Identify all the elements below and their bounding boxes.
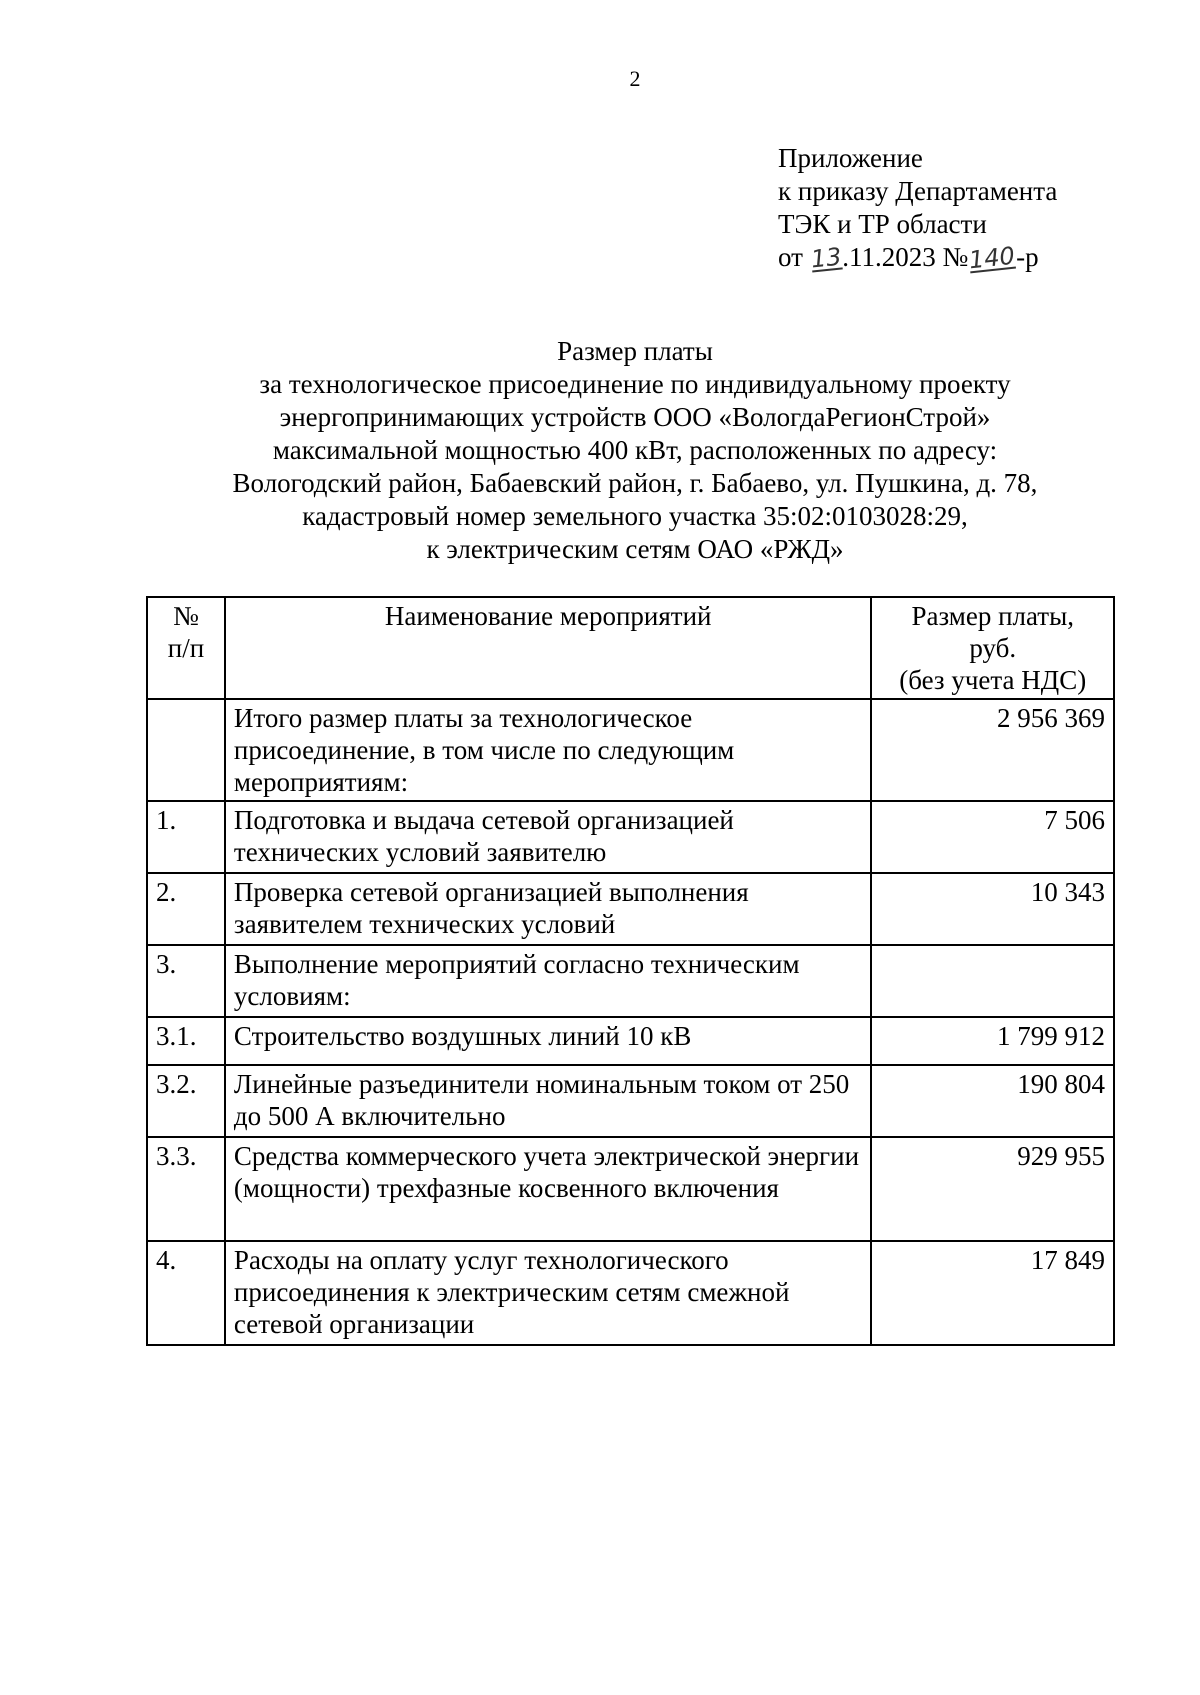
row-amount: 10 343	[871, 873, 1114, 945]
fees-table	[146, 596, 1115, 1346]
row-name: Выполнение мероприятий согласно техническим условиям:	[225, 945, 872, 1017]
appendix-line-3: ТЭК и ТР области	[778, 209, 987, 239]
appendix-line-2: к приказу Департамента	[778, 176, 1058, 206]
table-row	[147, 1017, 1114, 1065]
handwritten-day: 13	[809, 242, 843, 274]
header-amount-line-3: (без учета НДС)	[899, 665, 1087, 695]
header-num	[147, 597, 225, 699]
date-rest: .11.2023 №	[842, 242, 969, 272]
row-num	[147, 699, 225, 801]
row-amount	[871, 945, 1114, 1017]
title-line-4: максимальной мощностью 400 кВт, расположенных по адресу:	[272, 435, 998, 465]
row-num: 3.3.	[147, 1137, 225, 1241]
row-amount: 17 849	[871, 1241, 1114, 1345]
row-num: 4.	[147, 1241, 225, 1345]
document-title	[0, 335, 1200, 566]
table-row	[147, 1137, 1114, 1241]
row-name: Расходы на оплату услуг технологического присоединения к электрическим сетям смежной сетевой организации	[225, 1241, 872, 1345]
page-number: 2	[629, 66, 641, 91]
row-amount: 929 955	[871, 1137, 1114, 1241]
appendix-date-line	[778, 241, 1057, 275]
header-num-line-2: п/п	[167, 633, 205, 663]
row-name: Подготовка и выдача сетевой организацией технических условий заявителю	[225, 801, 872, 873]
row-name: Средства коммерческого учета электрической энергии (мощности) трехфазные косвенного включения	[225, 1137, 872, 1241]
row-num: 2.	[147, 873, 225, 945]
header-num-line-1: №	[173, 601, 199, 631]
handwritten-order-number: 140	[967, 241, 1017, 275]
header-amount-line-1: Размер платы,	[911, 601, 1074, 631]
table-row	[147, 801, 1114, 873]
row-amount: 7 506	[871, 801, 1114, 873]
title-line-2: за технологическое присоединение по индивидуальному проекту	[259, 369, 1011, 399]
header-amount-line-2: руб.	[969, 633, 1017, 663]
title-line-6: кадастровый номер земельного участка 35:02:0103028:29,	[302, 501, 968, 531]
table-row	[147, 1241, 1114, 1345]
row-num: 3.2.	[147, 1065, 225, 1137]
row-num: 3.	[147, 945, 225, 1017]
appendix-line-1: Приложение	[778, 143, 923, 173]
header-name: Наименование мероприятий	[225, 597, 872, 699]
appendix-block	[778, 142, 1057, 275]
title-line-1: Размер платы	[557, 336, 713, 366]
order-suffix: -р	[1016, 242, 1039, 272]
table-header-row	[147, 597, 1114, 699]
title-line-3: энергопринимающих устройств ООО «ВологдаРегионСтрой»	[279, 402, 991, 432]
title-line-7: к электрическим сетям ОАО «РЖД»	[426, 534, 844, 564]
table-row	[147, 699, 1114, 801]
row-num: 3.1.	[147, 1017, 225, 1065]
row-num: 1.	[147, 801, 225, 873]
table-row	[147, 1065, 1114, 1137]
date-prefix: от	[778, 242, 803, 272]
row-name: Проверка сетевой организацией выполнения заявителем технических условий	[225, 873, 872, 945]
header-amount	[871, 597, 1114, 699]
row-name: Линейные разъединители номинальным током от 250 до 500 А включительно	[225, 1065, 872, 1137]
row-amount: 2 956 369	[871, 699, 1114, 801]
title-line-5: Вологодский район, Бабаевский район, г. Бабаево, ул. Пушкина, д. 78,	[232, 468, 1038, 498]
row-amount: 1 799 912	[871, 1017, 1114, 1065]
table-row	[147, 873, 1114, 945]
row-amount: 190 804	[871, 1065, 1114, 1137]
row-name: Строительство воздушных линий 10 кВ	[225, 1017, 872, 1065]
table-row	[147, 945, 1114, 1017]
row-name: Итого размер платы за технологическое присоединение, в том числе по следующим мероприятиям:	[225, 699, 872, 801]
